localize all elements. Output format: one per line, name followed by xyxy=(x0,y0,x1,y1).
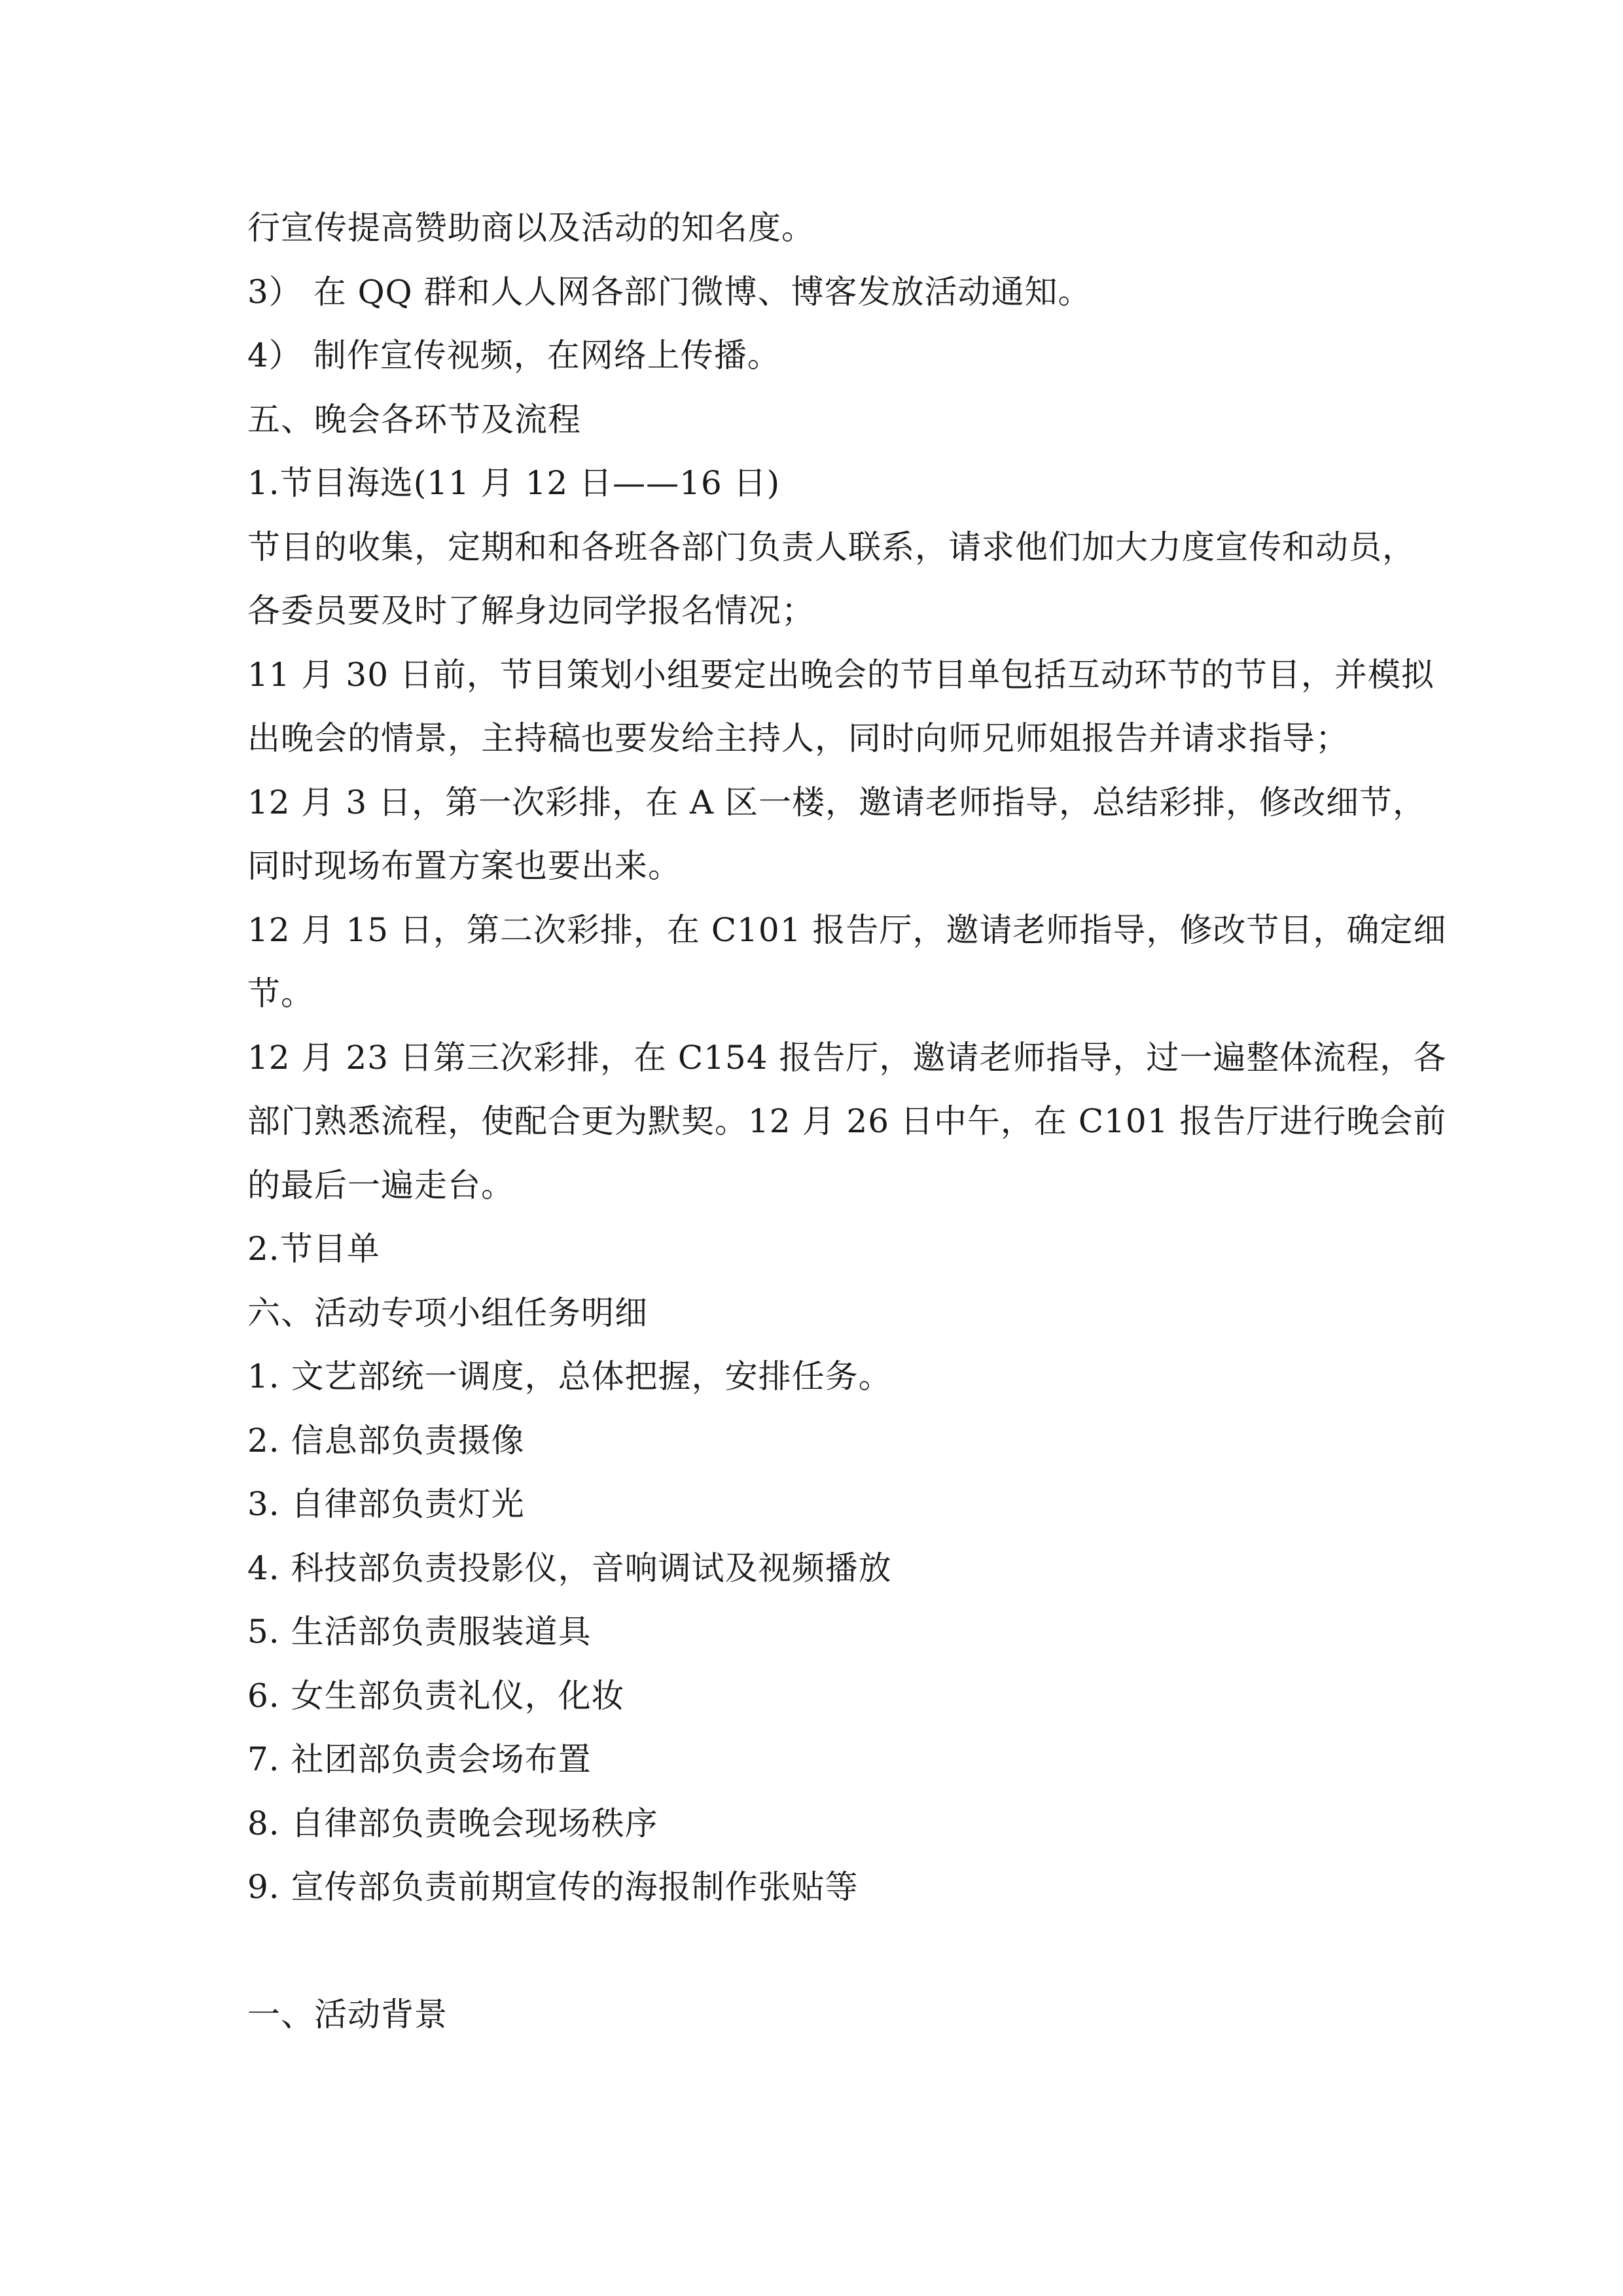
text-line: 同时现场布置方案也要出来。 xyxy=(247,847,681,885)
list-item: 7. 社团部负责会场布置 xyxy=(247,1740,592,1778)
section-heading: 一、活动背景 xyxy=(247,1996,448,2034)
text-line: 节。 xyxy=(247,975,314,1013)
text-line: 部门熟悉流程，使配合更为默契。12 月 26 日中午，在 C101 报告厅进行晚会前 xyxy=(247,1102,1447,1140)
list-item: 3） 在 QQ 群和人人网各部门微博、博客发放活动通知。 xyxy=(247,273,1092,311)
list-item: 9. 宣传部负责前期宣传的海报制作张贴等 xyxy=(247,1868,859,1906)
text-line: 行宣传提高赞助商以及活动的知名度。 xyxy=(247,209,815,247)
text-line: 12 月 23 日第三次彩排，在 C154 报告厅，邀请老师指导，过一遍整体流程，各 xyxy=(247,1039,1447,1077)
subsection-heading: 2.节目单 xyxy=(247,1230,380,1268)
list-item: 8. 自律部负责晚会现场秩序 xyxy=(247,1804,658,1842)
list-item: 2. 信息部负责摄像 xyxy=(247,1422,525,1460)
subsection-heading: 1.节目海选(11 月 12 日——16 日) xyxy=(247,464,781,502)
list-item: 1. 文艺部统一调度，总体把握，安排任务。 xyxy=(247,1357,892,1395)
text-line: 的最后一遍走台。 xyxy=(247,1166,514,1204)
list-item: 4. 科技部负责投影仪，音响调试及视频播放 xyxy=(247,1549,892,1587)
text-line: 节目的收集，定期和和各班各部门负责人联系，请求他们加大力度宣传和动员， xyxy=(247,528,1416,566)
text-line: 各委员要及时了解身边同学报名情况； xyxy=(247,592,815,630)
section-heading: 五、晚会各环节及流程 xyxy=(247,401,581,439)
text-line: 12 月 15 日，第二次彩排，在 C101 报告厅，邀请老师指导，修改节目，确定细 xyxy=(247,911,1447,949)
list-item: 6. 女生部负责礼仪，化妆 xyxy=(247,1677,625,1715)
list-item: 3. 自律部负责灯光 xyxy=(247,1485,525,1523)
text-line: 出晚会的情景，主持稿也要发给主持人，同时向师兄师姐报告并请求指导； xyxy=(247,719,1349,757)
text-line: 11 月 30 日前，节目策划小组要定出晚会的节目单包括互动环节的节目，并模拟 xyxy=(247,656,1435,694)
list-item: 4） 制作宣传视频，在网络上传播。 xyxy=(247,336,781,374)
list-item: 5. 生活部负责服装道具 xyxy=(247,1613,592,1651)
text-line: 12 月 3 日，第一次彩排，在 A 区一楼，邀请老师指导，总结彩排，修改细节， xyxy=(247,783,1427,821)
section-heading: 六、活动专项小组任务明细 xyxy=(247,1294,648,1332)
